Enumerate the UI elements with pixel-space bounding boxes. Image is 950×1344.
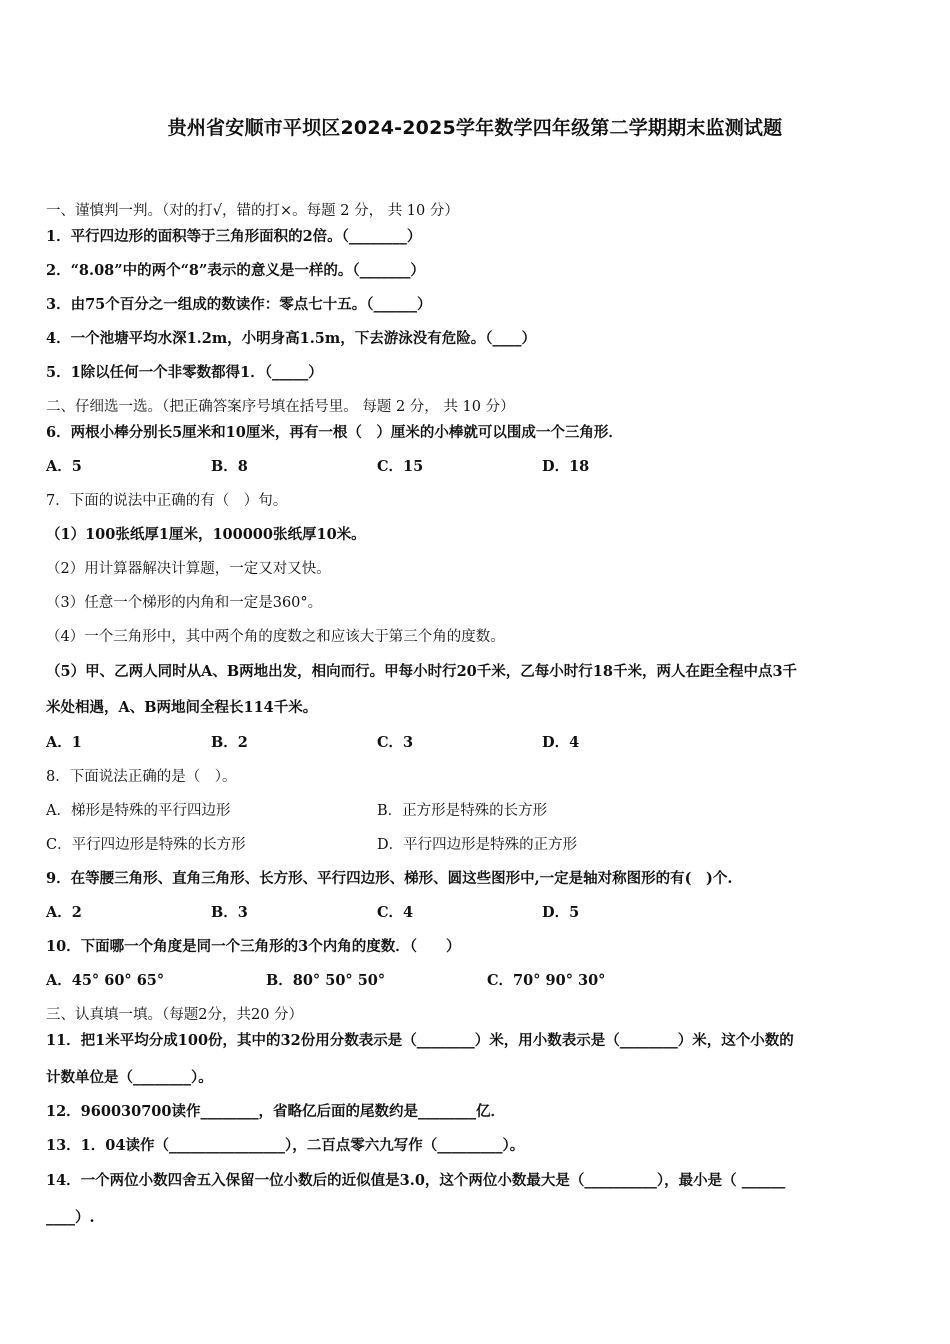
q7-statement-1: （1）100张纸厚1厘米，100000张纸厚10米。	[46, 526, 366, 543]
q7-option-d: D．4	[542, 734, 580, 751]
q10-option-b: B．80° 50° 50°	[266, 972, 386, 989]
question-11-line1: 11．把1米平均分成100份，其中的32份用分数表示是（________）米，用小数表示是（________）米，这个小数的	[46, 1032, 794, 1049]
q7-statement-5-line2: 米处相遇，A、B两地间全程长114千米。	[46, 699, 318, 716]
question-11-line2: 计数单位是（________）。	[46, 1069, 213, 1086]
question-14-line2: ____）.	[46, 1209, 95, 1226]
question-4: 4．一个池塘平均水深1.2m，小明身高1.5m，下去游泳没有危险。（____）	[46, 330, 536, 347]
q9-option-d: D．5	[542, 904, 580, 921]
q7-statement-5-line1: （5）甲、乙两人同时从A、B两地出发，相向而行。甲每小时行20千米，乙每小时行18千米，两人在距全程中点3千	[46, 663, 798, 680]
q10-option-c: C．70° 90° 30°	[487, 972, 606, 989]
question-12: 12．960030700读作________，省略亿后面的尾数约是________亿．	[46, 1103, 505, 1120]
question-1: 1．平行四边形的面积等于三角形面积的2倍。（________）	[46, 228, 422, 245]
q6-option-a: A．5	[46, 458, 82, 475]
question-3: 3．由75个百分之一组成的数读作：零点七十五。（______）	[46, 296, 432, 313]
q7-option-a: A．1	[46, 734, 82, 751]
q6-option-d: D．18	[542, 458, 590, 475]
q10-option-a: A．45° 60° 65°	[46, 972, 165, 989]
q8-option-a: A．梯形是特殊的平行四边形	[46, 803, 231, 819]
question-8: 8．下面说法正确的是（ ）。	[46, 769, 237, 785]
question-9: 9．在等腰三角形、直角三角形、长方形、平行四边形、梯形、圆这些图形中,一定是轴对称图形的有( )个.	[46, 870, 733, 887]
q8-option-d: D．平行四边形是特殊的正方形	[377, 837, 578, 853]
q7-statement-3: （3）任意一个梯形的内角和一定是360°。	[46, 595, 323, 611]
question-2: 2．“8.08”中的两个“8”表示的意义是一样的。（_______）	[46, 262, 425, 279]
question-7: 7．下面的说法中正确的有（ ）句。	[46, 493, 288, 509]
question-14-line1: 14．一个两位小数四舍五入保留一位小数后的近似值是3.0，这个两位小数最大是（__________），最小是（ ______	[46, 1172, 786, 1189]
q9-option-b: B．3	[211, 904, 248, 921]
q7-statement-2: （2）用计算器解决计算题，一定又对又快。	[46, 561, 331, 577]
q8-option-b: B．正方形是特殊的长方形	[377, 803, 548, 819]
question-5: 5．1除以任何一个非零数都得1．（_____）	[46, 364, 323, 381]
page-title: 贵州省安顺市平坝区2024-2025学年数学四年级第二学期期末监测试题	[167, 117, 783, 139]
question-13: 13．1．04读作（________________），二百点零六九写作（_________）。	[46, 1137, 525, 1154]
q7-option-c: C．3	[377, 734, 414, 751]
q9-option-a: A．2	[46, 904, 82, 921]
q9-option-c: C．4	[377, 904, 414, 921]
section3-header: 三、认真填一填。（每题2分，共20 分）	[46, 1007, 304, 1023]
section1-header: 一、谨慎判一判。（对的打√，错的打×。每题 2 分， 共 10 分）	[46, 203, 459, 219]
q7-statement-4: （4）一个三角形中，其中两个角的度数之和应该大于第三个角的度数。	[46, 629, 505, 645]
question-10: 10．下面哪一个角度是同一个三角形的3个内角的度数．（ ）	[46, 938, 461, 955]
q8-option-c: C．平行四边形是特殊的长方形	[46, 837, 246, 853]
q6-option-c: C．15	[377, 458, 424, 475]
section2-header: 二、仔细选一选。（把正确答案序号填在括号里。 每题 2 分， 共 10 分）	[46, 399, 515, 415]
question-6: 6．两根小棒分别长5厘米和10厘米，再有一根（ ）厘米的小棒就可以围成一个三角形．	[46, 424, 623, 441]
q7-option-b: B．2	[211, 734, 248, 751]
q6-option-b: B．8	[211, 458, 248, 475]
